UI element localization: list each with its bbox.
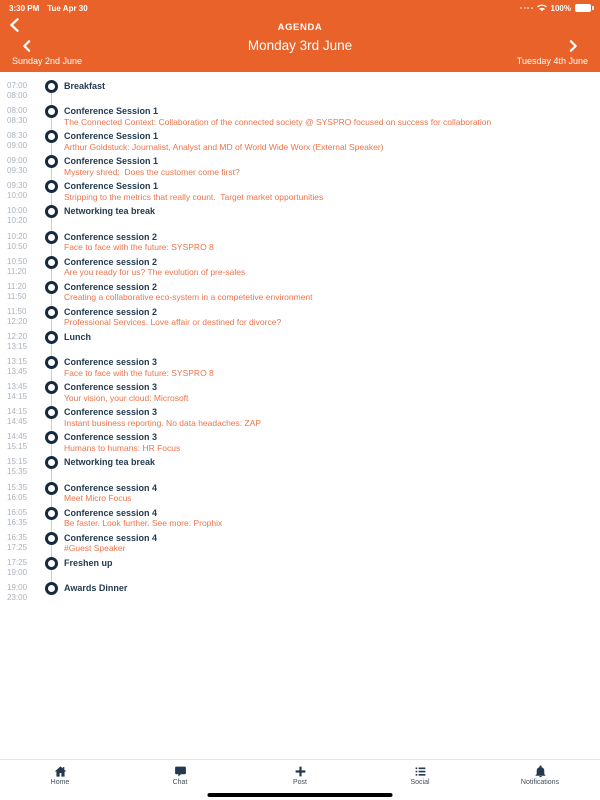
timeline-dot-icon (45, 356, 58, 369)
agenda-header (0, 0, 600, 72)
item-title: Networking tea break (64, 457, 156, 468)
item-start-time: 10:50 (7, 256, 28, 266)
item-subtitle: Your vision, your cloud: Microsoft (64, 392, 189, 403)
item-subtitle: Face to face with the future: SYSPRO 8 (64, 242, 214, 253)
timeline-dot-icon (45, 532, 58, 545)
item-end-time: 09:30 (7, 166, 28, 176)
timeline-dot-icon (45, 306, 58, 319)
timeline-dot-icon (45, 80, 58, 93)
timeline-dot-icon (45, 482, 58, 495)
timeline-dot-icon (45, 281, 58, 294)
tab-post[interactable] (240, 765, 360, 786)
item-title: Conference session 3 (64, 357, 158, 368)
timeline-dot-icon (45, 231, 58, 244)
item-start-time: 13:15 (7, 357, 28, 367)
item-title: Conference session 2 (64, 256, 158, 267)
item-end-time: 10:00 (7, 191, 28, 201)
agenda-list (7, 80, 600, 607)
battery-percent: 100% (550, 3, 571, 13)
agenda-item[interactable] (7, 256, 600, 281)
item-title: Conference session 4 (64, 507, 158, 518)
timeline-dot-icon (45, 205, 58, 218)
item-start-time: 12:20 (7, 331, 28, 341)
page-title: AGENDA (277, 22, 323, 33)
battery-icon (575, 4, 591, 12)
tab-label: Post (292, 779, 307, 786)
item-end-time: 14:45 (7, 417, 28, 427)
item-start-time: 09:00 (7, 156, 28, 166)
timeline-dot-icon (45, 582, 58, 595)
item-start-time: 15:15 (7, 457, 28, 467)
timeline-dot-icon (45, 130, 58, 143)
tab-social[interactable] (360, 765, 480, 786)
timeline-dot-icon (45, 406, 58, 419)
status-bar (0, 0, 600, 16)
item-subtitle: Mystery shred: Does the customer come first? (64, 166, 240, 177)
timeline-dot-icon (45, 507, 58, 520)
timeline-dot-icon (45, 431, 58, 444)
agenda-item[interactable] (7, 356, 600, 381)
current-day-label: Monday 3rd June (247, 38, 353, 53)
item-title: Conference session 3 (64, 407, 158, 418)
item-title: Conference Session 1 (64, 156, 159, 167)
item-subtitle: Stripping to the metrics that really count. Target market opportunities (64, 191, 324, 202)
status-date: Tue Apr 30 (47, 3, 88, 13)
item-start-time: 16:35 (7, 532, 28, 542)
item-title: Breakfast (64, 81, 106, 91)
home-indicator[interactable] (208, 793, 393, 797)
agenda-item[interactable] (7, 231, 600, 256)
tab-label: Home (50, 779, 70, 786)
prev-day-label[interactable]: Sunday 2nd June (12, 56, 83, 66)
item-subtitle: The Connected Context: Collaboration of the connected society @ SYSPRO focused on success for collaboration (64, 116, 492, 127)
item-end-time: 09:00 (7, 141, 28, 151)
item-subtitle: Arthur Goldstuck: Journalist, Analyst and MD of World Wide Worx (External Speaker) (64, 141, 384, 152)
agenda-item[interactable] (7, 105, 600, 130)
item-title: Freshen up (64, 557, 113, 568)
item-subtitle: Meet Micro Focus (64, 493, 132, 503)
agenda-item[interactable] (7, 281, 600, 306)
timeline-dot-icon (45, 331, 58, 344)
item-end-time: 12:20 (7, 316, 28, 326)
social-icon (414, 765, 427, 778)
next-day-label[interactable]: Tuesday 4th June (516, 56, 588, 66)
item-subtitle: Face to face with the future: SYSPRO 8 (64, 367, 214, 378)
item-title: Conference session 2 (64, 231, 158, 242)
item-end-time: 08:00 (7, 91, 28, 100)
item-title: Conference Session 1 (64, 106, 159, 117)
agenda-item[interactable] (7, 130, 600, 155)
tab-chat[interactable] (120, 765, 240, 786)
item-title: Conference session 4 (64, 482, 158, 493)
agenda-item[interactable] (7, 532, 600, 557)
item-subtitle: Instant business reporting. No data headaches: ZAP (64, 417, 262, 428)
timeline-dot-icon (45, 256, 58, 269)
day-navigation (0, 38, 600, 53)
tab-label: Notifications (520, 779, 560, 786)
item-start-time: 09:30 (7, 181, 28, 191)
item-end-time: 10:20 (7, 216, 28, 226)
item-start-time: 08:30 (7, 131, 28, 141)
item-end-time: 16:05 (7, 492, 28, 502)
agenda-item[interactable] (7, 80, 600, 105)
timeline-dot-icon (45, 105, 58, 118)
next-day-chevron-icon[interactable] (569, 40, 578, 52)
item-title: Awards Dinner (64, 582, 128, 593)
item-subtitle: Are you ready for us? The evolution of pre-sales (64, 267, 246, 278)
item-subtitle: Be faster. Look further. See more: Prophix (64, 518, 223, 529)
item-end-time: 11:50 (7, 291, 27, 301)
agenda-item[interactable] (7, 331, 600, 356)
tab-bar (0, 759, 600, 800)
item-start-time: 15:35 (7, 482, 28, 492)
item-end-time: 15:15 (7, 442, 28, 452)
wifi-icon (537, 4, 547, 12)
item-title: Conference session 4 (64, 532, 158, 543)
item-end-time: 13:45 (7, 367, 28, 377)
agenda-item[interactable] (7, 431, 600, 456)
item-start-time: 10:00 (7, 206, 28, 216)
tab-label: Chat (172, 779, 188, 786)
agenda-item[interactable] (7, 482, 600, 507)
item-start-time: 11:20 (7, 281, 27, 291)
agenda-item[interactable] (7, 582, 600, 607)
chat-icon (174, 765, 187, 778)
item-start-time: 07:00 (7, 81, 28, 90)
item-start-time: 19:00 (7, 582, 28, 592)
tab-label: Social (410, 779, 430, 786)
item-title: Lunch (64, 331, 91, 342)
agenda-item[interactable] (7, 406, 600, 431)
agenda-item[interactable] (7, 456, 600, 481)
post-icon (294, 765, 307, 778)
item-start-time: 08:00 (7, 106, 28, 116)
tab-home[interactable] (0, 765, 120, 786)
agenda-item[interactable] (7, 507, 600, 532)
item-end-time: 13:15 (7, 341, 28, 351)
cellular-signal-icon (520, 7, 533, 9)
home-icon (54, 765, 67, 778)
agenda-item[interactable] (7, 306, 600, 331)
item-title: Conference session 2 (64, 306, 158, 317)
item-title: Conference Session 1 (64, 131, 159, 142)
item-title: Conference session 3 (64, 382, 158, 393)
prev-day-chevron-icon[interactable] (22, 40, 31, 52)
item-title: Networking tea break (64, 206, 156, 217)
item-end-time: 16:35 (7, 517, 28, 527)
item-subtitle: Professional Services. Love affair or destined for divorce? (64, 317, 282, 328)
item-end-time: 14:15 (7, 392, 28, 402)
back-chevron-icon[interactable] (8, 18, 20, 32)
agenda-item[interactable] (7, 381, 600, 406)
item-start-time: 16:05 (7, 507, 28, 517)
agenda-item[interactable] (7, 557, 600, 582)
item-start-time: 13:45 (7, 382, 28, 392)
timeline-dot-icon (45, 456, 58, 469)
item-start-time: 14:45 (7, 432, 28, 442)
item-start-time: 14:15 (7, 407, 28, 417)
item-subtitle: Humans to humans: HR Focus (64, 442, 181, 453)
agenda-item[interactable] (7, 180, 600, 205)
tab-notifications[interactable] (480, 765, 600, 786)
item-start-time: 17:25 (7, 557, 28, 567)
item-title: Conference session 3 (64, 432, 158, 443)
item-end-time: 19:00 (7, 567, 28, 577)
notifications-icon (534, 765, 547, 778)
timeline-dot-icon (45, 381, 58, 394)
item-end-time: 10:50 (7, 241, 28, 251)
timeline-dot-icon (45, 155, 58, 168)
timeline-dot-icon (45, 557, 58, 570)
agenda-item[interactable] (7, 155, 600, 180)
item-end-time: 23:00 (7, 592, 28, 602)
item-subtitle: #Guest Speaker (64, 543, 126, 554)
item-end-time: 17:25 (7, 542, 28, 552)
timeline-dot-icon (45, 180, 58, 193)
item-start-time: 10:20 (7, 231, 28, 241)
agenda-item[interactable] (7, 205, 600, 230)
item-end-time: 08:30 (7, 116, 28, 126)
item-end-time: 11:20 (7, 266, 27, 276)
item-title: Conference session 2 (64, 281, 158, 292)
item-subtitle: Creating a collaborative eco-system in a competetive environment (64, 292, 313, 303)
item-end-time: 15:35 (7, 467, 28, 477)
clock-time: 3:30 PM (9, 3, 40, 13)
item-start-time: 11:50 (7, 306, 27, 316)
item-title: Conference Session 1 (64, 181, 159, 192)
tabs (0, 760, 600, 786)
